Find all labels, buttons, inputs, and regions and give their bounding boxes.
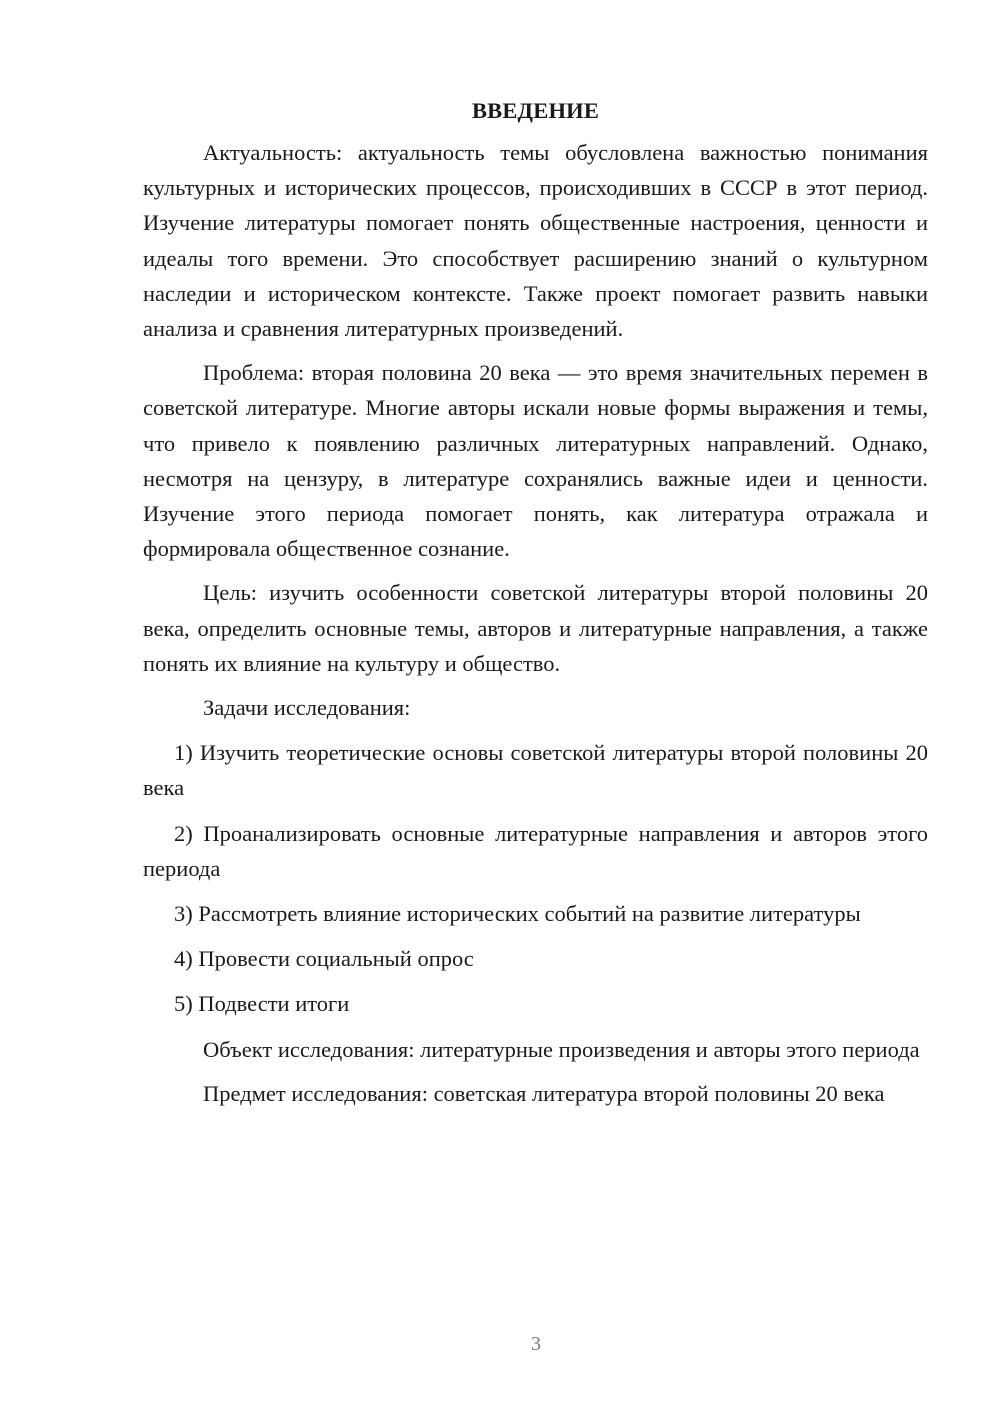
research-object-paragraph: Объект исследования: литературные произведения и авторы этого периода [203,1036,920,1062]
goal-paragraph: Цель: изучить особенности советской литературы второй половины 20 века, определить основные темы, авторов и литературные направления, а также понять их влияние на культуру и общество. [143,580,928,676]
problem-paragraph: Проблема: вторая половина 20 века — это время значительных перемен в советской литературе. Многие авторы искали новые формы выражения и темы, что привело к появлению различных литературных направлений. Однако, несмотря на цензуру, в литературе сохранялись важные идеи и ценности. Изучение этого периода помогает понять, как литература отражала и формировала общественное сознание. [143,360,928,562]
task-item-1: 1) Изучить теоретические основы советской литературы второй половины 20 века [143,740,928,801]
page-title: ВВЕДЕНИЕ [471,98,600,123]
document-body [143,93,928,1111]
task-item-4: 4) Провести социальный опрос [174,946,474,972]
tasks-heading: Задачи исследования: [203,695,411,721]
research-subject-paragraph: Предмет исследования: советская литература второй половины 20 века [203,1080,885,1106]
task-item-5: 5) Подвести итоги [174,991,350,1017]
task-item-3: 3) Рассмотреть влияние исторических событий на развитие литературы [174,901,861,927]
tasks-list [143,735,928,1021]
task-item-2: 2) Проанализировать основные литературные направления и авторов этого периода [143,820,928,881]
relevance-paragraph: Актуальность: актуальность темы обусловлена важностью понимания культурных и исторических процессов, происходивших в СССР в этот период. Изучение литературы помогает понять общественные настроения, ценности и идеалы того времени. Это способствует расширению знаний о культурном наследии и историческом контексте. Также проект помогает развить навыки анализа и сравнения литературных произведений. [143,140,928,342]
page-number: 3 [531,1333,541,1355]
